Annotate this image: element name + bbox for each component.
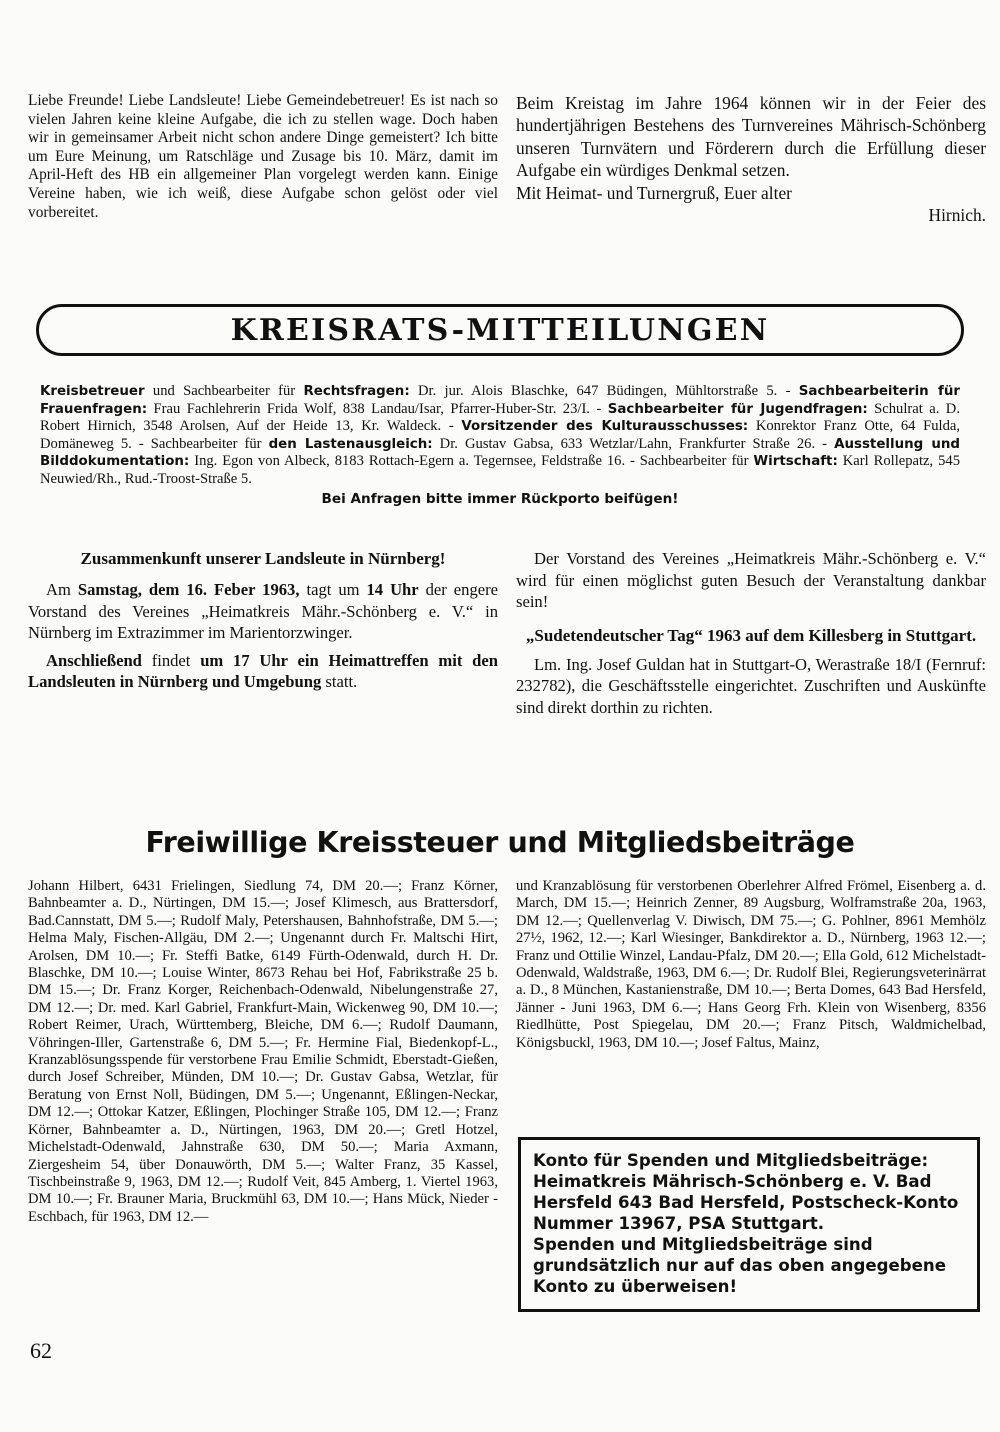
officer-role-bilddokumentation: Ausstellung und Bilddokumentation: [40,436,960,470]
officers-text-7: Ing. Egon von Albeck, 8183 Rottach-Egern a. Tegernsee, Feldstraße 16. - Sachbearbeiter für [189,453,754,470]
konto-line-1: Konto für Spenden und Mitgliedsbeiträge: [533,1151,929,1170]
officers-text-6: Dr. Gustav Gabsa, 633 Wetzlar/Lahn, Frankfurter Straße 26. - [432,435,835,452]
nuernberg-paragraph-1 [28,579,498,644]
officers-text-5: Konrektor Franz Otte, 64 Fulda, Domäneweg 5. - Sachbearbeiter für [40,418,960,452]
intro-signature: Hirnich. [928,205,986,226]
kreisrats-banner [36,304,964,356]
donors-right-column [516,878,986,1052]
nuernberg-time: 14 Uhr [366,580,419,599]
officer-role-rechtsfragen: Rechtsfragen: [303,384,410,399]
officer-role-wirtschaft: Wirtschaft: [753,454,838,470]
nuernberg-p2-a: Anschließend [46,650,142,670]
sudetendeutscher-tag-heading: „Sudetendeutscher Tag“ 1963 auf dem Killesberg in Stuttgart. [525,625,977,645]
nuernberg-p2-c: um 17 Uhr ein Heimattreffen mit den Landsleuten in Nürnberg und Umgebung [28,650,498,692]
nuernberg-p2-d: statt. [321,672,358,692]
rueckporto-note: Bei Anfragen bitte immer Rückporto beifügen! [321,490,679,507]
officer-role-frauenfragen: Sachbearbeiterin für Frauenfragen: [40,384,960,417]
nuernberg-p1-a: Am [46,580,78,599]
officers-text-1: und Sachbearbeiter für [144,383,304,399]
intro-left-column [28,92,498,222]
nuernberg-p1-c: tagt um [299,580,367,599]
kreissteuer-headline: Freiwillige Kreissteuer und Mitgliedsbeiträge [145,826,855,859]
nuernberg-section [28,548,498,693]
intro-right-column [516,92,986,226]
intro-left-paragraph: Liebe Freunde! Liebe Landsleute! Liebe Gemeindebetreuer! Es ist nach so vielen Jahren keine kleine Aufgabe, die ich zu stellen wage. Doch haben wir in gemeinsamer Arbeit nicht schon andere Dinge gemeistert? Ich bitte um Eure Meinung, um Ratschläge und Zusage bis 10. März, damit im April-Heft des HB ein allgemeiner Plan vorgelegt werden kann. Einige Vereine haben, wie ich weiß, diese Aufgabe schon gelöst oder viel vorbereitet. [28,92,498,221]
intro-right-paragraph: Beim Kreistag im Jahre 1964 können wir in der Feier des hundertjährigen Bestehens des Turnvereines Mährisch-Schönberg unseren Turnvätern und Förderern durch die Erfüllung dieser Aufgabe ein würdiges Denkmal setzen. [516,93,986,181]
officer-role-jugendfragen: Sachbearbeiter für Jugendfragen: [607,401,868,417]
officer-role-kulturausschuss: Vorsitzender des Kulturausschusses: [461,419,749,435]
officer-role-lastenausgleich: den Lastenausgleich: [268,436,433,452]
guldan-paragraph: Lm. Ing. Josef Guldan hat in Stuttgart-O, Werastraße 18/I (Fernruf: 232782), die Geschäftsstelle eingerichtet. Zuschriften und Auskünfte sind direkt dorthin zu richten. [516,654,986,717]
officers-text-4: Schulrat a. D. Robert Hirnich, 3548 Arolsen, Auf der Heide 13, Kr. Waldeck. - [40,400,960,435]
officer-role-kreisbetreuer: Kreisbetreuer [40,384,145,399]
konto-line-3: Spenden und Mitgliedsbeiträge sind grundsätzlich nur auf das oben angegebene Konto zu überweisen! [533,1235,946,1296]
nuernberg-p2-b: findet [141,650,201,670]
donors-left-text: Johann Hilbert, 6431 Frielingen, Siedlung 74, DM 20.—; Franz Körner, Bahnbeamter a. D., Nürtingen, DM 15.—; Josef Klimesch, aus Brattersdorf, Bad.Cannstatt, DM 5.—; Rudolf Maly, Petershausen, Bahnhofstraße, DM 5.—; Helma Maly, Fischen-Allgäu, DM 2.—; Ungenannt durch Fr. Maltschi Hirt, Arolsen, DM 10.—; Fr. Steffi Batke, 6149 Fürth-Odenwald, durch H. Dr. Blaschke, DM 10.—; Louise Winter, 8673 Rehau bei Hof, Fabrikstraße 25 b. DM 15.—; Dr. Franz Korger, Reichenbach-Odenwald, Nibelungenstraße 27, DM 12.—; Dr. med. Karl Gabriel, Frankfurt-Main, Wickenweg 90, DM 10.—; Robert Reimer, Urach, Württemberg, Bleiche, DM 6.—; Rudolf Daumann, Vöhringen-Iller, Gartenstraße 6, DM 5.—; Fr. Hermine Fial, Biedenkopf-L., Kranzablösungsspende für verstorbene Frau Emilie Schmidt, Eberstadt-Gießen, durch Josef Schreiber, Münden, DM 10.—; Dr. Gustav Gabsa, Wetzlar, für Beratung von Ernst Noll, Büdingen, DM 5.—; Ungenannt, Eßlingen-Neckar, DM 12.—; Ottokar Katzer, Eßlingen, Plochinger Straße 105, DM 12.—; Franz Körner, Bahnbeamter a. D., Nürtingen, 1963, DM 20.—; Gretl Hotzel, Michelstadt-Odenwald, Jahnstraße 630, DM 50.—; Maria Axmann, Ziergesheim 54, über Donauwörth, DM 5.—; Walter Franz, 35 Kassel, Tischbeinstraße 9, 1963, DM 12.—; Rudolf Veit, 845 Amberg, 1. Viertel 1963, DM 10.—; Fr. Brauner Maria, Bruckmühl 63, DM 10.—; Hans Mück, Nieder - Eschbach, für 1963, DM 12.— [28,878,498,1225]
officers-text-3: Frau Fachlehrerin Frida Wolf, 838 Landau/Isar, Pfarrer-Huber-Str. 23/I. - [147,400,608,417]
konto-box [518,1137,980,1312]
donors-left-column [28,878,498,1226]
stuttgart-section [516,548,986,719]
nuernberg-p1-e: der engere Vorstand des Vereines „Heimatkreis Mähr.-Schönberg e. V.“ in Nürnberg im Extrazimmer im Marientorzwinger. [28,580,499,643]
vorstand-paragraph: Der Vorstand des Vereines „Heimatkreis Mähr.-Schönberg e. V.“ wird für einen möglichst guten Besuch der Veranstaltung dankbar sein! [516,549,986,612]
page-number: 62 [30,1338,52,1363]
nuernberg-date: Samstag, dem 16. Feber 1963, [77,580,300,599]
donors-right-text: und Kranzablösung für verstorbenen Oberlehrer Alfred Frömel, Eisenberg a. d. March, DM 15.—; Heinrich Zenner, 89 Augsburg, Wolframstraße 20a, 1963, DM 12.—; Quellenverlag V. Diwisch, DM 75.—; G. Pohlner, 8961 Memhölz 27½, 1962, 12.—; Karl Wiesinger, Bankdirektor a. D., Nürnberg, 1963 12.—; Franz und Ottilie Winzel, Landau-Pfalz, DM 20.—; Ella Gold, 612 Michelstadt-Odenwald, Waldstraße, 1963, DM 6.—; Dr. Rudolf Blei, Regierungsveterinärrat a. D., 8 München, Kastanienstraße, DM 10.—; Berta Domes, 643 Bad Hersfeld, Jänner - Juni 1963, DM 6.—; Hans Georg Frh. Klein von Wisenberg, 8356 Riedlhütte, Post Spiegelau, DM 20.—; Franz Pitsch, Waldmichelbad, Königsbuckl, 1963, DM 10.—; Josef Faltus, Mainz, [516,878,986,1051]
nuernberg-paragraph-2 [28,650,498,693]
officers-text-8: Karl Rollepatz, 545 Neuwied/Rh., Rud.-Troost-Straße 5. [40,453,961,487]
banner-title: KREISRATS-MITTEILUNGEN [230,312,770,348]
konto-line-2: Heimatkreis Mährisch-Schönberg e. V. Bad Hersfeld 643 Bad Hersfeld, Postscheck-Konto Nummer 13967, PSA Stuttgart. [533,1172,959,1233]
officers-text-2: Dr. jur. Alois Blaschke, 647 Büdingen, Mühltorstraße 5. - [409,383,799,399]
officers-block [40,383,960,508]
intro-right-greeting: Mit Heimat- und Turnergruß, Euer alter [516,182,792,203]
nuernberg-heading: Zusammenkunft unserer Landsleute in Nürnberg! [80,549,446,568]
